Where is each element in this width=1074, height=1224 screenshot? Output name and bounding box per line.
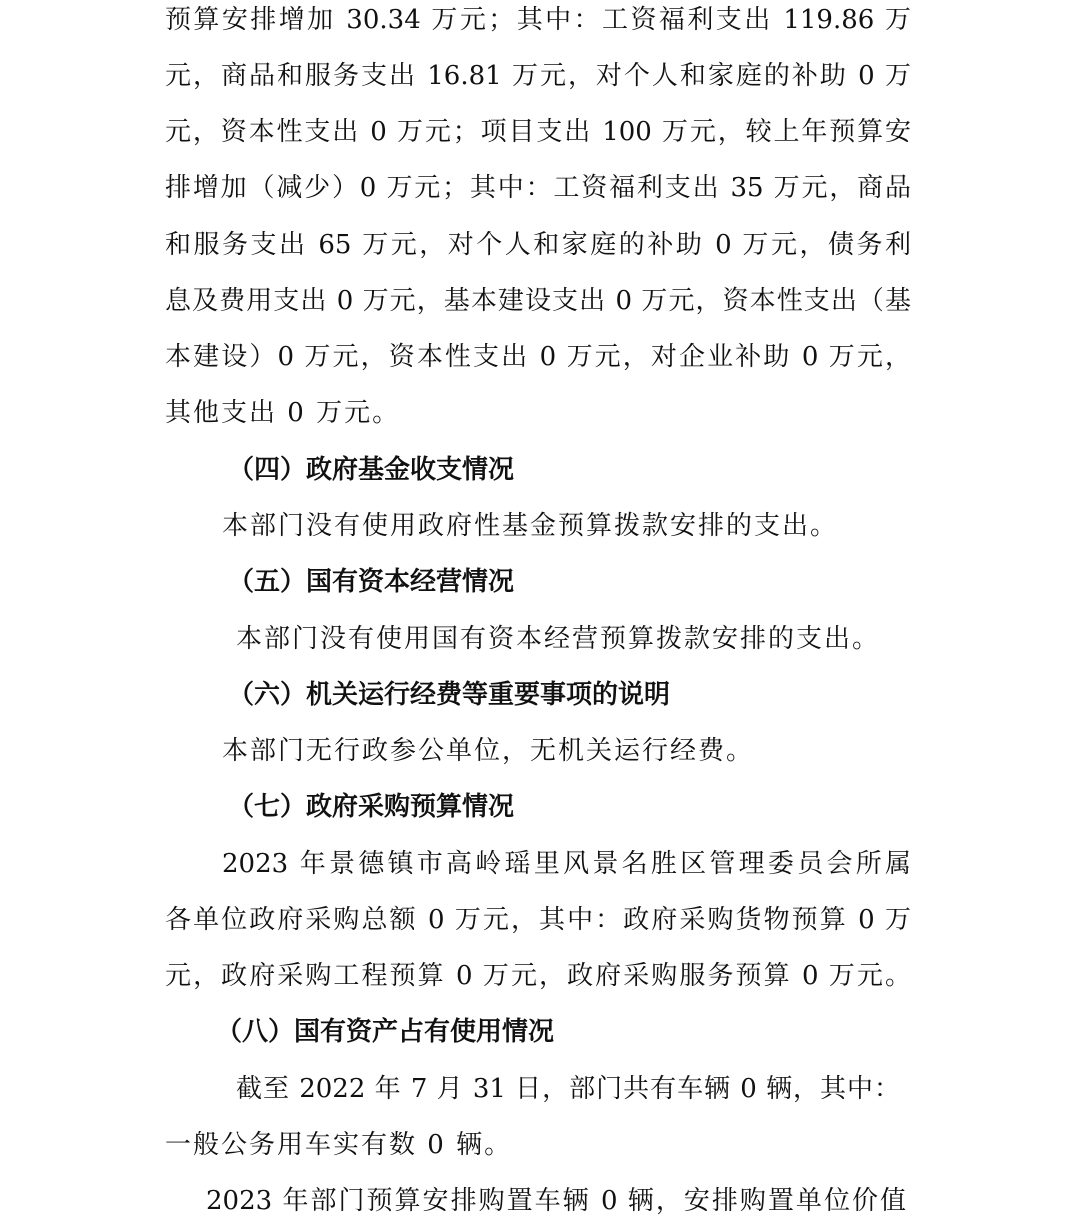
body-text-line: 其他支出 0 万元。 (165, 398, 401, 428)
body-text-line: 各单位政府采购总额 0 万元，其中：政府采购货物预算 0 万 (165, 905, 911, 935)
section-heading: （八）国有资产占有使用情况 (216, 1017, 555, 1047)
body-text-line: 本部门无行政参公单位，无机关运行经费。 (222, 736, 755, 766)
section-heading: （五）国有资本经营情况 (228, 567, 515, 597)
body-text-line: 本部门没有使用国有资本经营预算拨款安排的支出。 (236, 624, 881, 654)
body-text-line: 截至 2022 年 7 月 31 日，部门共有车辆 0 辆，其中： (236, 1074, 900, 1104)
body-text-line: 和服务支出 65 万元，对个人和家庭的补助 0 万元，债务利 (165, 230, 911, 260)
body-text-line: 本建设）0 万元，资本性支出 0 万元，对企业补助 0 万元， (165, 342, 911, 372)
section-heading: （六）机关运行经费等重要事项的说明 (228, 680, 671, 710)
body-text-line: 预算安排增加 30.34 万元；其中：工资福利支出 119.86 万 (165, 5, 911, 35)
body-text-line: 元，政府采购工程预算 0 万元，政府采购服务预算 0 万元。 (165, 961, 911, 991)
body-text-line: 息及费用支出 0 万元，基本建设支出 0 万元，资本性支出（基 (165, 286, 911, 316)
body-text-line: 排增加（减少）0 万元；其中：工资福利支出 35 万元，商品 (165, 173, 911, 203)
body-text-line: 2023 年景德镇市高岭瑶里风景名胜区管理委员会所属 (222, 849, 911, 879)
section-heading: （四）政府基金收支情况 (228, 455, 515, 485)
body-text-line: 本部门没有使用政府性基金预算拨款安排的支出。 (222, 511, 839, 541)
body-text-line: 元，资本性支出 0 万元；项目支出 100 万元，较上年预算安 (165, 117, 911, 147)
section-heading: （七）政府采购预算情况 (228, 792, 515, 822)
body-text-line: 元，商品和服务支出 16.81 万元，对个人和家庭的补助 0 万 (165, 61, 911, 91)
body-text-line: 2023 年部门预算安排购置车辆 0 辆，安排购置单位价值 (206, 1186, 906, 1216)
body-text-line: 一般公务用车实有数 0 辆。 (165, 1130, 513, 1160)
